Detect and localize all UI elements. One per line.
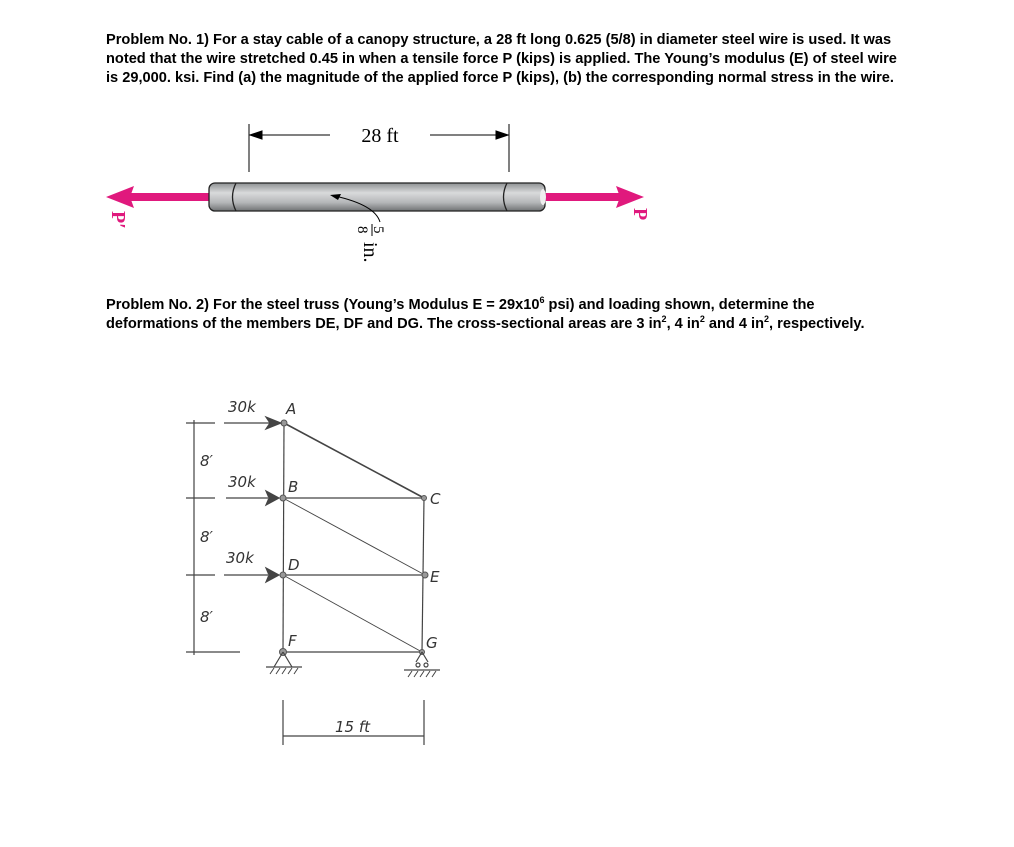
text: , respectively. xyxy=(769,316,865,332)
force-arrow-right xyxy=(540,186,644,208)
superscript: 6 xyxy=(539,295,545,306)
node-label-G: G xyxy=(426,634,438,652)
text: psi) and loading shown, determine the deformations of the members DE, DF and DG. The cross-sectional areas are 3 in xyxy=(106,297,815,332)
node-label-D: D xyxy=(288,556,300,574)
member-DG xyxy=(283,575,422,652)
text: Problem No. 2) For the steel truss (Young’s Modulus E = 29x10 xyxy=(106,297,540,313)
member-AC xyxy=(284,423,424,498)
superscript: 2 xyxy=(699,314,705,325)
force-arrow-left xyxy=(106,186,212,208)
load-label-B: 30k xyxy=(228,473,256,491)
load-label-D: 30k xyxy=(226,549,254,567)
node-label-B: B xyxy=(288,478,299,496)
spacing-label-2: 8′ xyxy=(200,528,213,546)
superscript: 2 xyxy=(764,314,770,325)
diameter-numerator: 5 xyxy=(370,226,386,234)
node-label-C: C xyxy=(430,490,441,508)
cable-figure xyxy=(106,124,651,263)
text: , 4 in xyxy=(666,316,700,332)
load-label-A: 30k xyxy=(228,398,256,416)
member-BE xyxy=(283,498,425,575)
node-label-F: F xyxy=(288,632,297,650)
node-label-E: E xyxy=(430,568,440,586)
problem-1-statement: Problem No. 1) For a stay cable of a canopy structure, a 28 ft long 0.625 (5/8) in diameter steel wire is used. It was noted that the wire stretched 0.45 in when a tensile force P (kips) is applied. The Young’s modulus (E) of steel wire is 29,000. ksi. Find (a) the magnitude of the applied force P (kips), (b) the corresponding normal stress in the wire. xyxy=(106,32,897,86)
superscript: 2 xyxy=(661,314,667,325)
diameter-label xyxy=(354,224,386,263)
height-dimension xyxy=(186,420,240,655)
text: and 4 in xyxy=(704,316,765,332)
spacing-label-3: 8′ xyxy=(200,608,213,626)
width-label: 15 ft xyxy=(335,718,371,736)
spacing-label-1: 8′ xyxy=(200,452,213,470)
force-label-left: P′ xyxy=(107,211,129,229)
diameter-denominator: 8 xyxy=(354,226,370,234)
force-label-right: P xyxy=(629,208,651,221)
node-label-A: A xyxy=(286,400,297,418)
steel-wire-rod xyxy=(209,183,546,211)
truss-figure xyxy=(186,417,440,745)
diameter-unit: in. xyxy=(359,242,381,263)
length-label: 28 ft xyxy=(361,125,399,147)
member-AF xyxy=(283,423,284,652)
problem-2-statement xyxy=(106,296,906,334)
roller-support-G xyxy=(404,652,440,677)
